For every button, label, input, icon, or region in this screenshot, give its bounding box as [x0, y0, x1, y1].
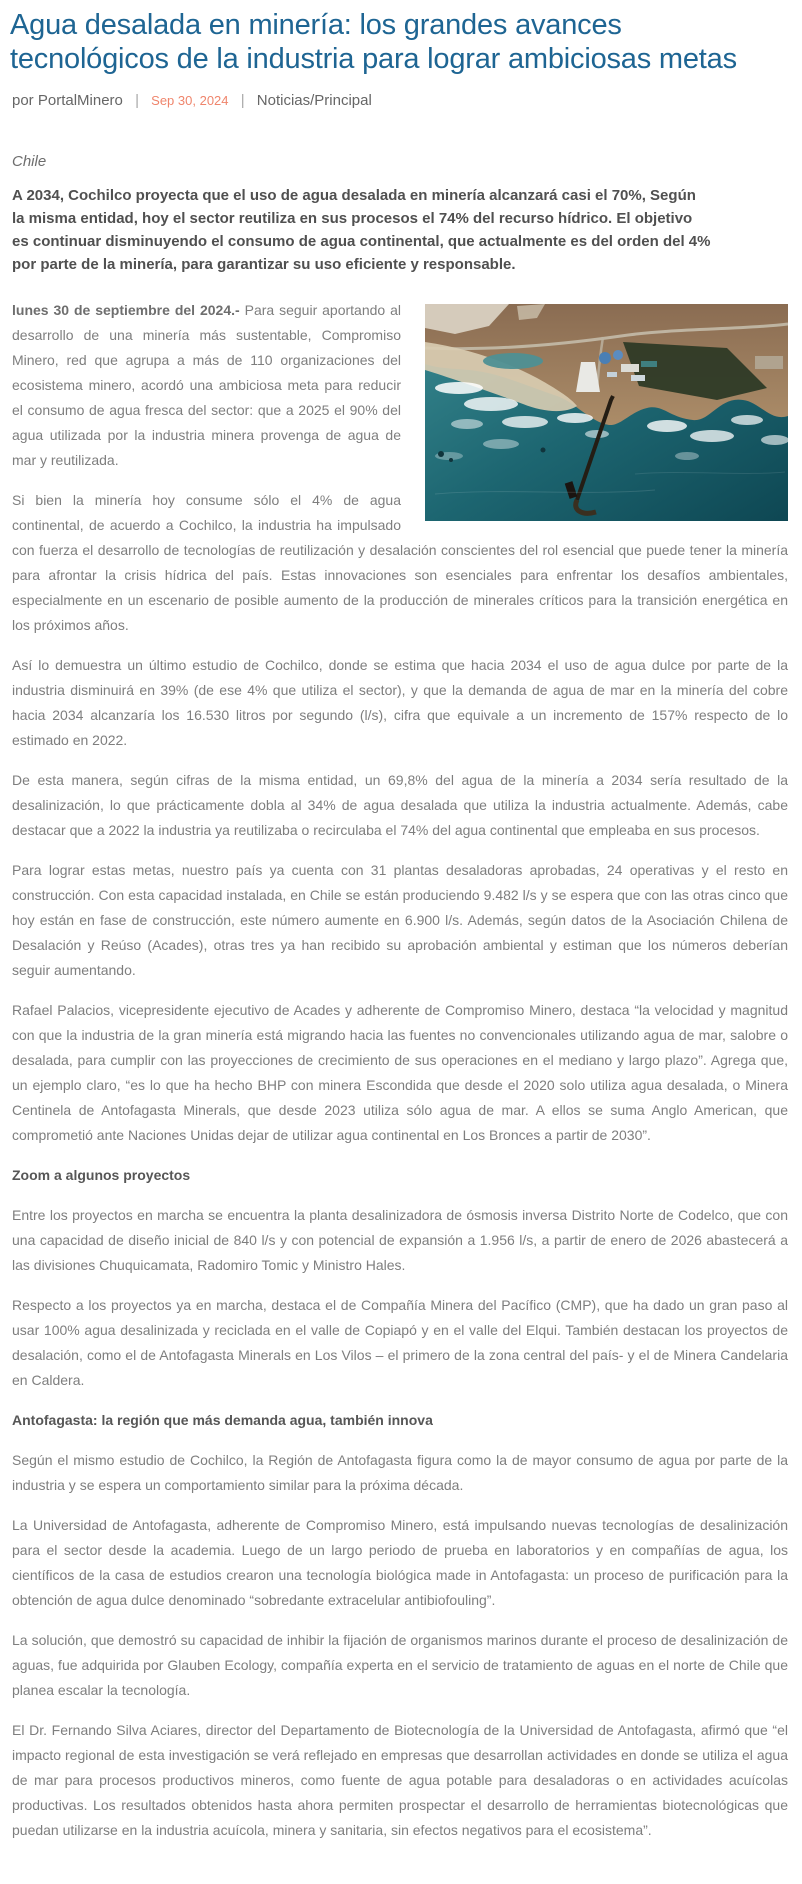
coastal-desalination-plant-photo [425, 304, 788, 521]
paragraph-text: Para seguir aportando al desarrollo de una minería más sustentable, Compromiso Minero, red que agrupa a más de 110 organizaciones del ecosistema minero, acordó una ambiciosa meta para reducir el consumo de agua fresca del sector: que a 2025 el 90% del agua utilizada por la industria minera provenga de agua de mar y reutilizada. [12, 302, 402, 468]
article-paragraph-2: Si bien la minería hoy consume sólo el 4% de agua continental, de acuerdo a Cochilco, la industria ha impulsado con fuerza el desarrollo de tecnologías de reutilización y desalación conscientes del rol esencial que puede tener la minería para afrontar la crisis hídrica del país. Estas innovaciones son esenciales para enfrentar los desafíos ambientales, especialmente en un escenario de posible aumento de la producción de minerales críticos para la transición energética en los próximos años. [12, 492, 788, 633]
aerial-coast-photo-graphic [425, 304, 788, 521]
article-paragraph-5: Para lograr estas metas, nuestro país ya cuenta con 31 plantas desaladoras aprobadas, 24 operativas y el resto en construcción. Con esta capacidad instalada, en Chile se están produciendo 9.482 l/s y se espera que con las otras cinco que hoy están en fase de construcción, este número aumente en 6.900 l/s. Además, según datos de la Asociación Chilena de Desalación y Reúso (Acades), otras tres ya han recibido su aprobación ambiental y estiman que los números deberían seguir aumentando. [12, 862, 788, 978]
article-body [12, 298, 788, 1843]
article-paragraph-9: Según el mismo estudio de Cochilco, la Región de Antofagasta figura como la de mayor consumo de agua por parte de la industria y se espera un comportamiento similar para la próxima década. [12, 1452, 788, 1493]
subheading-antofagasta: Antofagasta: la región que más demanda agua, también innova [12, 1412, 433, 1428]
article-paragraph-8: Respecto a los proyectos ya en marcha, destaca el de Compañía Minera del Pacífico (CMP), que ha dado un gran paso al usar 100% agua desalinizada y reciclada en el valle de Copiapó y en el valle del Elqui. También destacan los proyectos de desalación, como el de Antofagasta Minerals en Los Vilos – el primero de la zona central del país- y el de Minera Candelaria en Caldera. [12, 1297, 788, 1388]
article-paragraph-7: Entre los proyectos en marcha se encuentra la planta desalinizadora de ósmosis inversa Distrito Norte de Codelco, que con una capacidad de diseño inicial de 840 l/s y con potencial de expansión a 1.956 l/s, a partir de enero de 2026 abastecerá a las divisiones Chuquicamata, Radomiro Tomic y Ministro Hales. [12, 1207, 788, 1273]
article-paragraph-12: El Dr. Fernando Silva Aciares, director del Departamento de Biotecnología de la Universidad de Antofagasta, afirmó que “el impacto regional de esta investigación se verá reflejado en empresas que desarrollan actividades en donde se utiliza el agua de mar para procesos productivos mineros, como fuente de agua potable para desaladoras o en actividades acuícolas productivas. Los resultados obtenidos hasta ahora permiten prospectar el desarrollo de herramientas biotecnológicas que puedan utilizarse en la industria acuícola, minera y sanitaria, sin efectos negativos para el ecosistema”. [12, 1722, 788, 1838]
location-label: Chile [12, 153, 47, 170]
subheading-zoom-proyectos: Zoom a algunos proyectos [12, 1167, 191, 1183]
byline-separator: | [240, 92, 245, 109]
dateline: lunes 30 de septiembre del 2024.- [12, 302, 240, 318]
lead-paragraph: A 2034, Cochilco proyecta que el uso de agua desalada en minería alcanzará casi el 70%, Según la misma entidad, hoy el sector reutiliza en sus procesos el 74% del recurso hídrico. El objetivo es continuar disminuyendo el consumo de agua continental, que actualmente es del orden del 4% por parte de la minería, para garantizar su uso eficiente y responsable. [12, 187, 711, 273]
article-paragraph-3: Así lo demuestra un último estudio de Cochilco, donde se estima que hacia 2034 el uso de agua dulce por parte de la industria disminuirá en 39% (de ese 4% que utiliza el sector), y que la demanda de agua de mar en la minería del cobre hacia 2034 alcanzaría los 16.530 litros por segundo (l/s), cifra que equivale a un incremento de 157% respecto de lo estimado en 2022. [12, 657, 788, 748]
byline-separator: | [135, 92, 139, 109]
article-byline [12, 92, 788, 109]
byline-prefix: por [12, 92, 34, 109]
article-title: Agua desalada en minería: los grandes avances tecnológicos de la industria para lograr ambiciosas metas [10, 9, 737, 75]
category-link[interactable]: Noticias/Principal [256, 92, 372, 109]
article-paragraph-4: De esta manera, según cifras de la misma entidad, un 69,8% del agua de la minería a 2034 sería resultado de la desalinización, lo que prácticamente dobla al 34% de agua desalada que utiliza la industria actualmente. Además, cabe destacar que a 2022 la industria ya reutilizaba o recirculaba el 74% del agua continental que empleaba en sus procesos. [12, 772, 788, 838]
publish-date: Sep 30, 2024 [151, 93, 229, 108]
author-link[interactable]: PortalMinero [37, 92, 123, 109]
article-paragraph-10: La Universidad de Antofagasta, adherente de Compromiso Minero, está impulsando nuevas tecnologías de desalinización para el sector desde la academia. Luego de un largo periodo de prueba en laboratorios y en compañías de agua, los científicos de la casa de estudios crearon una tecnología biológica made in Antofagasta: un proceso de purificación para la obtención de agua dulce denominado “sobredante extracelular antibiofouling”. [12, 1517, 788, 1608]
article-paragraph-11: La solución, que demostró su capacidad de inhibir la fijación de organismos marinos durante el proceso de desalinización de aguas, fue adquirida por Glauben Ecology, compañía experta en el servicio de tratamiento de aguas en el norte de Chile que planea escalar la tecnología. [12, 1632, 788, 1698]
article-paragraph-6: Rafael Palacios, vicepresidente ejecutivo de Acades y adherente de Compromiso Minero, destaca “la velocidad y magnitud con que la industria de la gran minería está migrando hacia las fuentes no convencionales utilizando agua de mar, salobre o desalada, para cumplir con las proyecciones de crecimiento de sus operaciones en el mediano y largo plazo”. Agrega que, un ejemplo claro, “es lo que ha hecho BHP con minera Escondida que desde el 2020 solo utiliza agua desalada, o Minera Centinela de Antofagasta Minerals, que desde 2023 utiliza sólo agua de mar. A ellos se suma Anglo American, que comprometió ante Naciones Unidas dejar de utilizar agua continental en Los Bronces a partir de 2030”. [12, 1002, 788, 1143]
